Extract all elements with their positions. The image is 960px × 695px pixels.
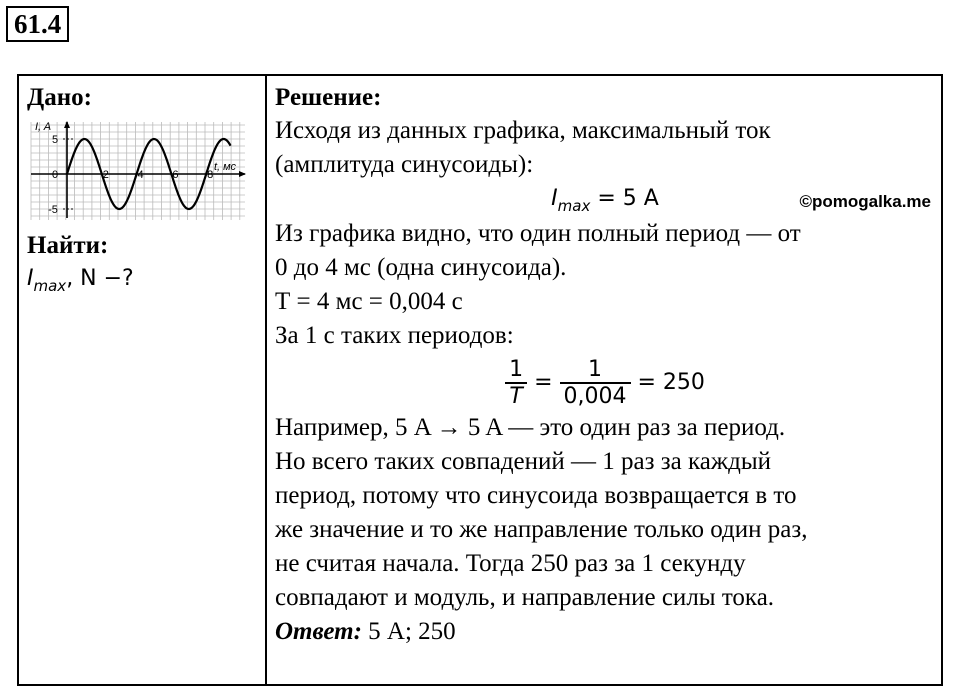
frac1-numerator: 1 bbox=[509, 357, 524, 382]
y-tick-label: -5 bbox=[48, 204, 58, 216]
solution-heading: Решение: bbox=[275, 84, 382, 111]
solution-line-4: 0 до 4 мс (одна синусоида). bbox=[275, 254, 567, 281]
solution-line-6: За 1 с таких периодов: bbox=[275, 322, 514, 349]
solution-line-11: не считая начала. Тогда 250 раз за 1 секунду bbox=[275, 550, 746, 577]
current-graph bbox=[27, 118, 249, 224]
equals-sign: = bbox=[534, 370, 553, 395]
x-tick-label: 2 bbox=[102, 169, 109, 181]
solution-line-8: Но всего таких совпадений — 1 раз за каждый bbox=[275, 448, 771, 475]
find-var-sub: max bbox=[33, 277, 67, 295]
answer-label: Ответ: bbox=[275, 618, 362, 645]
given-column bbox=[27, 82, 259, 297]
x-axis-label: t, мс bbox=[213, 161, 237, 173]
solution-line-3: Из графика видно, что один полный период — от bbox=[275, 220, 801, 247]
solution-line-9: период, потому что синусоида возвращается в то bbox=[275, 482, 797, 509]
solution-line-2: (амплитуда синусоиды): bbox=[275, 151, 534, 178]
solution-column bbox=[275, 82, 935, 649]
find-expression bbox=[27, 262, 259, 297]
frac2-numerator: 1 bbox=[588, 357, 602, 382]
formula-result: = 250 bbox=[637, 370, 705, 395]
solution-line-10: же значение и то же направление только один раз, bbox=[275, 516, 808, 543]
given-heading: Дано: bbox=[27, 84, 92, 111]
problem-number: 61.4 bbox=[6, 6, 69, 42]
solution-table bbox=[17, 74, 943, 686]
solution-line-5: Т = 4 мс = 0,004 с bbox=[275, 288, 463, 315]
fraction-1-over-t bbox=[505, 357, 527, 409]
solution-line-1: Исходя из данных графика, максимальный ток bbox=[275, 117, 771, 144]
frac1-denominator bbox=[505, 382, 527, 409]
column-divider bbox=[265, 76, 267, 684]
y-tick-label: 0 bbox=[51, 169, 59, 181]
formula-imax-var: I bbox=[551, 186, 558, 211]
solution-line-7: Например, 5 A → 5 A — это один раз за период. bbox=[275, 414, 786, 441]
formula-imax-sub: max bbox=[557, 197, 591, 215]
fraction-1-over-period bbox=[560, 357, 631, 409]
solution-line-12: совпадают и модуль, и направление силы тока. bbox=[275, 584, 775, 611]
formula-imax-rest: = 5 A bbox=[590, 186, 659, 211]
frac2-denominator: 0,004 bbox=[560, 382, 631, 409]
y-tick-label: 5 bbox=[51, 134, 59, 146]
x-tick-label: 4 bbox=[137, 169, 144, 181]
find-heading: Найти: bbox=[27, 232, 109, 259]
find-rest: , N −? bbox=[66, 266, 134, 291]
answer-value: 5 A; 250 bbox=[361, 618, 456, 645]
x-tick-label: 8 bbox=[207, 169, 214, 181]
answer-line bbox=[275, 615, 935, 649]
x-tick-label: 6 bbox=[172, 169, 179, 181]
watermark: ©pomogalka.me bbox=[799, 192, 931, 211]
formula-frequency bbox=[275, 357, 935, 409]
find-var-i: I bbox=[27, 266, 34, 291]
frac1-denominator-var: T bbox=[509, 384, 523, 409]
y-axis-label: I, A bbox=[35, 121, 52, 133]
